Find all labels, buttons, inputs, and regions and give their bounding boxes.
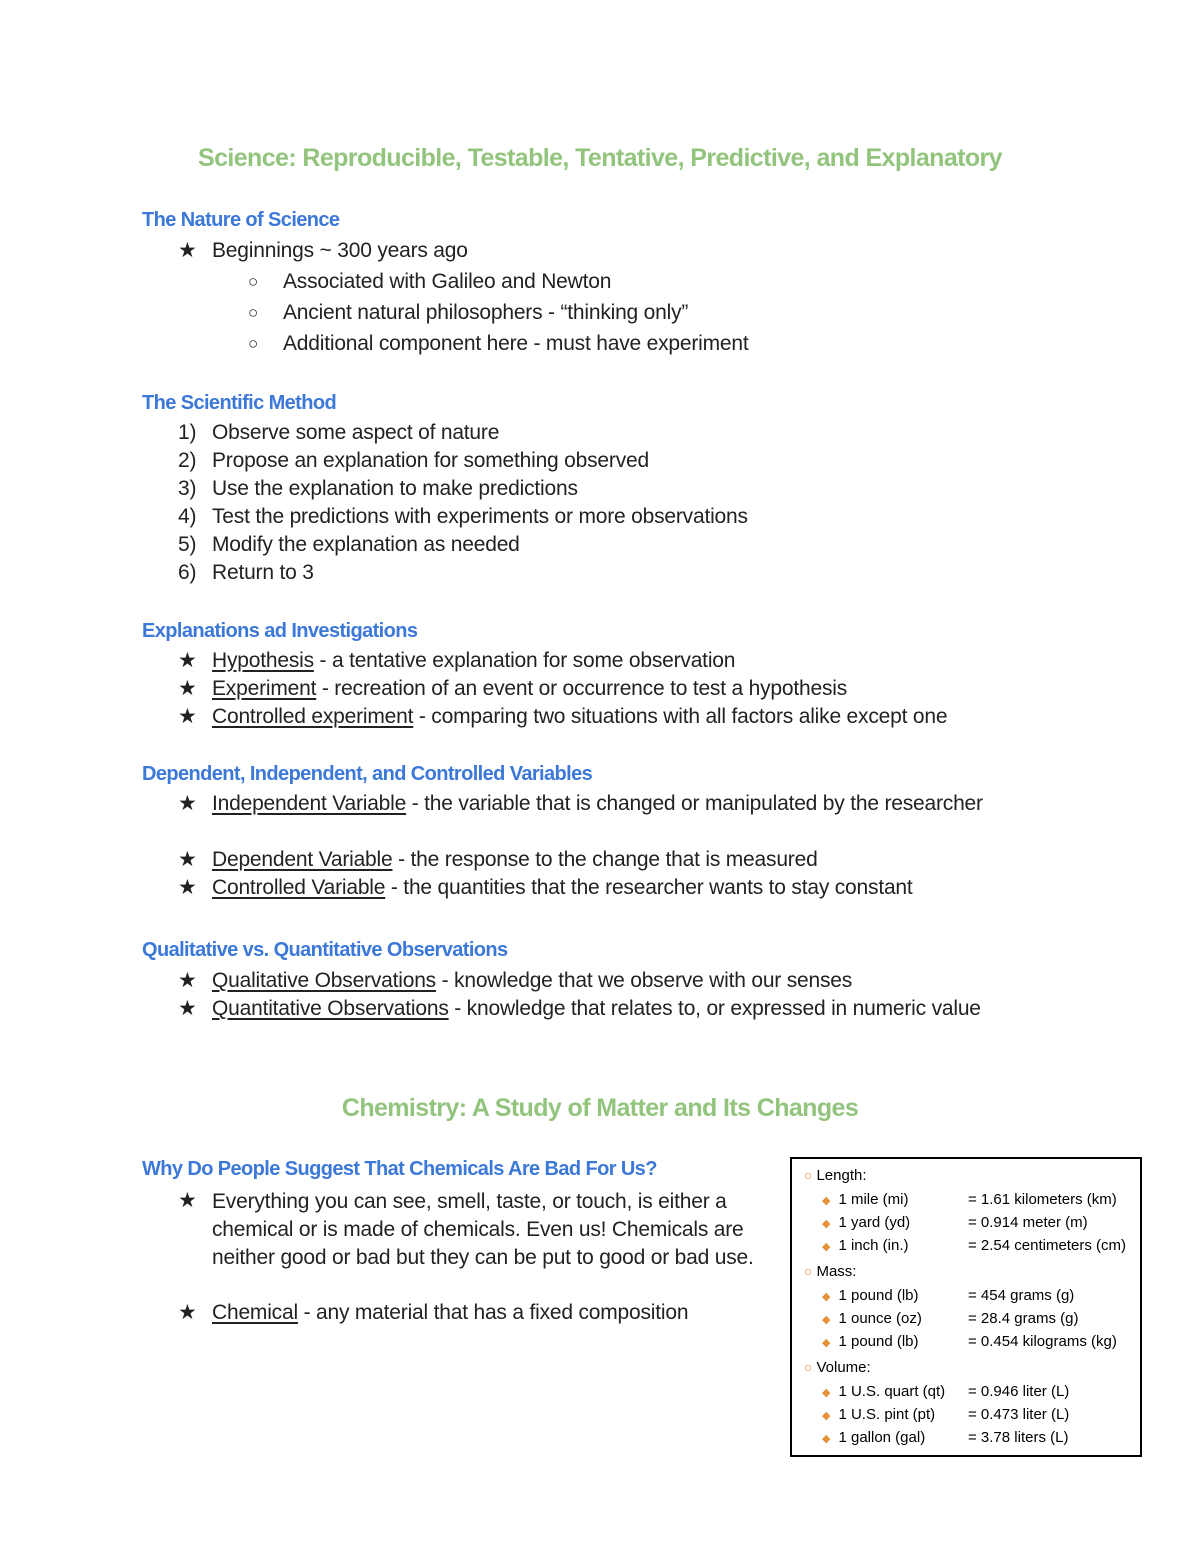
term: Controlled Variable — [212, 876, 386, 899]
mass-category — [804, 1263, 856, 1280]
star-bullet-icon: ★ — [178, 792, 197, 815]
definition: - recreation of an event or occurrence to test a hypothesis — [316, 677, 848, 700]
step-number: 6) — [178, 561, 197, 584]
list-item — [212, 791, 1012, 817]
observations-heading: Qualitative vs. Quantitative Observations — [142, 939, 508, 961]
conversion-value: = 454 grams (g) — [968, 1287, 1075, 1304]
term: Chemical — [212, 1301, 298, 1324]
star-bullet-icon: ★ — [178, 1189, 197, 1212]
scientific-method-heading: The Scientific Method — [142, 392, 337, 414]
definition: - the response to the change that is measured — [392, 848, 818, 871]
step-number: 1) — [178, 421, 197, 444]
diamond-bullet-icon: ◆ — [822, 1314, 831, 1326]
star-bullet-icon: ★ — [178, 239, 197, 262]
list-item: Associated with Galileo and Newton — [283, 270, 612, 293]
volume-category — [804, 1359, 871, 1376]
step-number: 2) — [178, 449, 197, 472]
diamond-bullet-icon: ◆ — [822, 1433, 831, 1445]
list-item: Beginnings ~ 300 years ago — [212, 239, 468, 262]
list-item — [212, 704, 947, 730]
list-item: Propose an explanation for something observed — [212, 449, 649, 472]
list-item: Everything you can see, smell, taste, or touch, is either a chemical or is made of chemicals. Even us! Chemicals are neither good or bad but they can be put to good or bad use. — [212, 1190, 754, 1269]
unit-conversion-box — [790, 1157, 1142, 1457]
nature-of-science-heading: The Nature of Science — [142, 209, 340, 231]
list-item: Additional component here - must have experiment — [283, 332, 749, 355]
unit-label: 1 U.S. pint (pt) — [838, 1406, 936, 1423]
unit-label: 1 inch (in.) — [838, 1237, 909, 1254]
circle-bullet-icon: ○ — [804, 1359, 813, 1375]
conversion-unit — [822, 1333, 919, 1350]
unit-label: 1 gallon (gal) — [838, 1429, 926, 1446]
conversion-unit — [822, 1287, 919, 1304]
diamond-bullet-icon: ◆ — [822, 1337, 831, 1349]
variables-heading: Dependent, Independent, and Controlled Variables — [142, 763, 593, 785]
circle-bullet-icon: ○ — [248, 334, 259, 353]
circle-bullet-icon: ○ — [248, 303, 259, 322]
definition: - knowledge that relates to, or expressed in numeric value — [448, 997, 981, 1020]
list-item — [212, 875, 913, 901]
conversion-value: = 28.4 grams (g) — [968, 1310, 1079, 1327]
definition: - the quantities that the researcher wants to stay constant — [385, 876, 913, 899]
term: Controlled experiment — [212, 705, 414, 728]
conversion-value: = 1.61 kilometers (km) — [968, 1191, 1117, 1208]
list-item: Ancient natural philosophers - “thinking only” — [283, 301, 689, 324]
chemicals-heading: Why Do People Suggest That Chemicals Are Bad For Us? — [142, 1158, 657, 1180]
star-bullet-icon: ★ — [178, 997, 197, 1020]
unit-label: 1 mile (mi) — [838, 1191, 909, 1208]
conversion-value: = 0.946 liter (L) — [968, 1383, 1070, 1400]
star-bullet-icon: ★ — [178, 677, 197, 700]
term: Qualitative Observations — [212, 969, 436, 992]
term: Hypothesis — [212, 649, 314, 672]
conversion-unit — [822, 1406, 935, 1423]
category-label: Volume: — [816, 1359, 871, 1376]
star-bullet-icon: ★ — [178, 705, 197, 728]
list-item: Observe some aspect of nature — [212, 421, 500, 444]
star-bullet-icon: ★ — [178, 1301, 197, 1324]
list-item — [212, 648, 735, 674]
term: Dependent Variable — [212, 848, 393, 871]
section-title: Chemistry: A Study of Matter and Its Changes — [341, 1094, 859, 1122]
definition: - knowledge that we observe with our senses — [435, 969, 853, 992]
list-item — [212, 968, 852, 994]
definition: - comparing two situations with all factors alike except one — [413, 705, 948, 728]
star-bullet-icon: ★ — [178, 969, 197, 992]
diamond-bullet-icon: ◆ — [822, 1195, 831, 1207]
definition: - a tentative explanation for some observation — [313, 649, 736, 672]
list-item: Test the predictions with experiments or more observations — [212, 505, 748, 528]
unit-label: 1 U.S. quart (qt) — [838, 1383, 946, 1400]
list-item — [212, 1300, 688, 1326]
unit-label: 1 pound (lb) — [838, 1333, 919, 1350]
unit-label: 1 yard (yd) — [838, 1214, 911, 1231]
length-category — [804, 1167, 867, 1184]
list-item — [212, 676, 847, 702]
diamond-bullet-icon: ◆ — [822, 1218, 831, 1230]
category-label: Mass: — [816, 1263, 857, 1280]
circle-bullet-icon: ○ — [804, 1263, 813, 1279]
list-item: Return to 3 — [212, 561, 314, 584]
definition: - the variable that is changed or manipulated by the researcher — [406, 792, 983, 815]
explanations-heading: Explanations ad Investigations — [142, 620, 418, 642]
conversion-unit — [822, 1214, 910, 1231]
circle-bullet-icon: ○ — [248, 272, 259, 291]
diamond-bullet-icon: ◆ — [822, 1241, 831, 1253]
term: Quantitative Observations — [212, 997, 449, 1020]
circle-bullet-icon: ○ — [804, 1167, 813, 1183]
list-item: Modify the explanation as needed — [212, 533, 520, 556]
step-number: 3) — [178, 477, 197, 500]
diamond-bullet-icon: ◆ — [822, 1410, 831, 1422]
conversion-value: = 3.78 liters (L) — [968, 1429, 1069, 1446]
unit-label: 1 ounce (oz) — [838, 1310, 922, 1327]
conversion-unit — [822, 1191, 908, 1208]
conversion-value: = 2.54 centimeters (cm) — [968, 1237, 1126, 1254]
star-bullet-icon: ★ — [178, 876, 197, 899]
step-number: 4) — [178, 505, 197, 528]
list-item: Use the explanation to make predictions — [212, 477, 578, 500]
unit-label: 1 pound (lb) — [838, 1287, 919, 1304]
conversion-value: = 0.454 kilograms (kg) — [968, 1333, 1117, 1350]
star-bullet-icon: ★ — [178, 848, 197, 871]
conversion-unit — [822, 1237, 909, 1254]
page-title: Science: Reproducible, Testable, Tentative, Predictive, and Explanatory — [198, 144, 1002, 172]
category-label: Length: — [816, 1167, 867, 1184]
definition: - any material that has a fixed composition — [297, 1301, 689, 1324]
conversion-unit — [822, 1310, 922, 1327]
list-item — [212, 996, 1042, 1022]
conversion-unit — [822, 1383, 945, 1400]
conversion-value: = 0.914 meter (m) — [968, 1214, 1088, 1231]
conversion-value: = 0.473 liter (L) — [968, 1406, 1070, 1423]
conversion-unit — [822, 1429, 925, 1446]
diamond-bullet-icon: ◆ — [822, 1291, 831, 1303]
star-bullet-icon: ★ — [178, 649, 197, 672]
diamond-bullet-icon: ◆ — [822, 1387, 831, 1399]
term: Independent Variable — [212, 792, 407, 815]
term: Experiment — [212, 677, 317, 700]
step-number: 5) — [178, 533, 197, 556]
list-item — [212, 847, 818, 873]
